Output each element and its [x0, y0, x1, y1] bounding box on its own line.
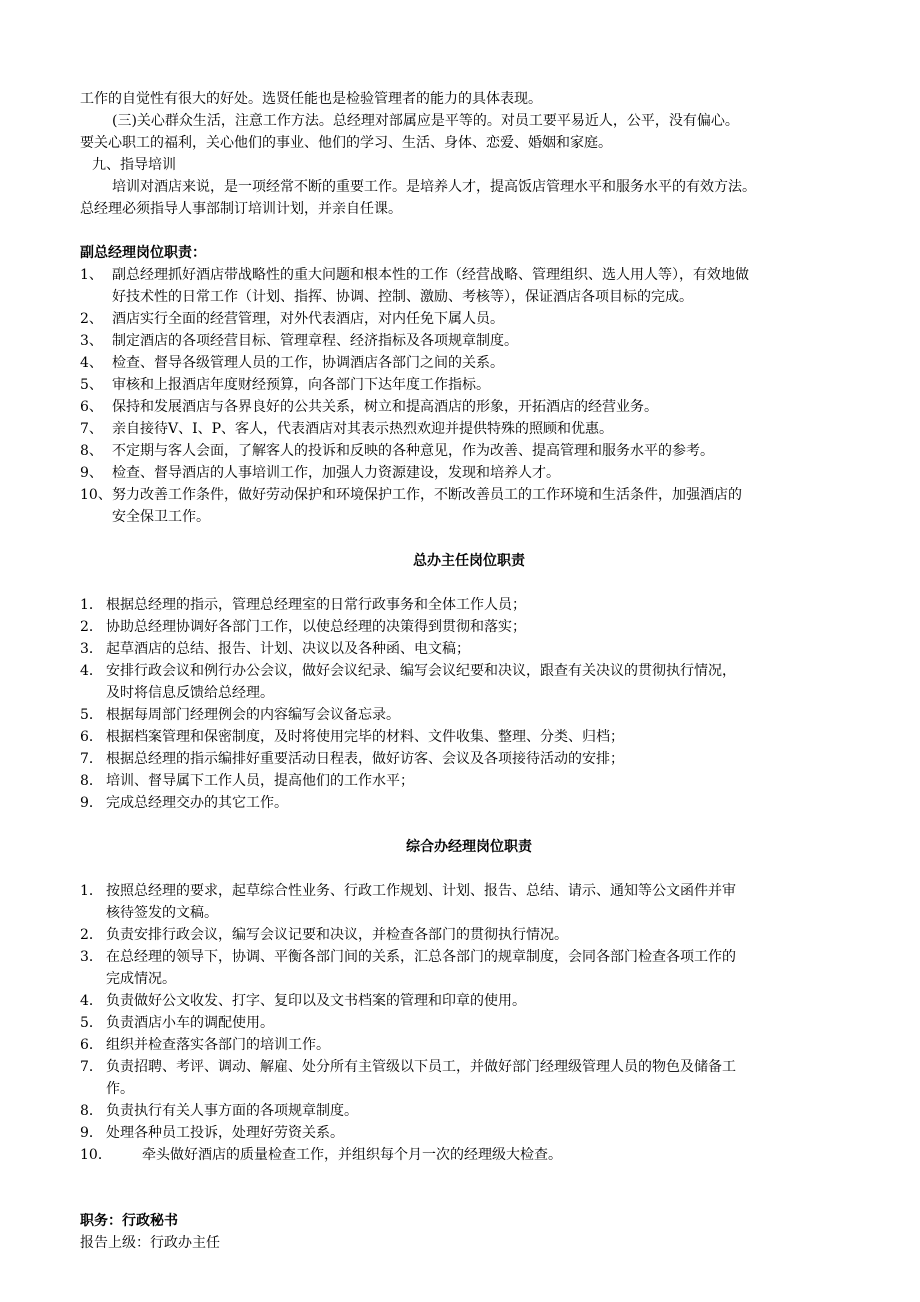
list-item	[80, 616, 858, 638]
list-item-number: 4、	[80, 355, 103, 371]
list-item-number: 1．	[80, 883, 103, 899]
intro-line-2: (三)关心群众生活，注意工作方法。总经理对部属应是平等的。对员工要平易近人，公平，没有偏心。	[112, 113, 739, 129]
list-item-text	[106, 924, 858, 946]
list-item-line: 起草酒店的总结、报告、计划、决议以及各种函、电文稿；	[106, 641, 470, 657]
list-item	[80, 924, 858, 946]
list-item	[80, 440, 858, 462]
intro-line-6: 总经理必须指导人事部制订培训计划，并亲自任课。	[80, 201, 402, 217]
list-item-line: 根据总经理的指示编排好重要活动日程表，做好访客、会议及各项接待活动的安排；	[106, 751, 624, 767]
list-item-line: 不定期与客人会面，了解客人的投诉和反映的各种意见，作为改善、提高管理和服务水平的参考。	[112, 443, 714, 459]
list-item-number: 6．	[80, 729, 103, 745]
list-item-text	[112, 418, 858, 440]
list-item-text	[112, 396, 858, 418]
list-item-text	[106, 638, 858, 660]
list-item-line: 制定酒店的各项经营目标、管理章程、经济指标及各项规章制度。	[112, 333, 518, 349]
list-item-text	[112, 352, 858, 374]
list-item	[80, 638, 858, 660]
list-item-number: 4．	[80, 663, 103, 679]
list-item-text	[106, 1012, 858, 1034]
list-item-number: 2．	[80, 927, 103, 943]
list-item-number: 1．	[80, 597, 103, 613]
list-item	[80, 1034, 858, 1056]
list-item-line: 按照总经理的要求，起草综合性业务、行政工作规划、计划、报告、总结、请示、通知等公文函件并审	[106, 883, 736, 899]
list-item-line: 组织并检查落实各部门的培训工作。	[106, 1037, 330, 1053]
intro-line-3: 要关心职工的福利，关心他们的事业、他们的学习、生活、身体、恋爱、婚姻和家庭。	[80, 135, 612, 151]
list-item-number: 9．	[80, 1125, 103, 1141]
list-item-text	[106, 660, 858, 704]
list-item	[80, 946, 858, 990]
list-item-text	[112, 330, 858, 352]
intro-line-5: 培训对酒店来说，是一项经常不断的重要工作。是培养人才，提高饭店管理水平和服务水平的有效方法。	[112, 179, 756, 195]
list-item-number: 6．	[80, 1037, 103, 1053]
list-item	[80, 1100, 858, 1122]
list-item	[80, 726, 858, 748]
list-item-line: 安排行政会议和例行办公会议，做好会议纪录、编写会议纪要和决议，跟查有关决议的贯彻执行情况，	[106, 663, 736, 679]
list-item	[80, 704, 858, 726]
list-item-text	[106, 1034, 858, 1056]
list-item-text	[106, 1100, 858, 1122]
list-item-text	[106, 770, 858, 792]
list-item-number: 5．	[80, 707, 103, 723]
list-item-number: 8．	[80, 773, 103, 789]
list-item	[80, 308, 858, 330]
list-item-line: 检查、督导酒店的人事培训工作，加强人力资源建设，发现和培养人才。	[112, 465, 560, 481]
list-item-line: 努力改善工作条件，做好劳动保护和环境保护工作，不断改善员工的工作环境和生活条件，加强酒店的	[112, 487, 742, 503]
list-item	[80, 352, 858, 374]
list-item	[80, 418, 858, 440]
list-item-number: 3．	[80, 949, 103, 965]
general-office-duties-list	[80, 880, 858, 1166]
list-item	[80, 1012, 858, 1034]
list-item-text	[106, 1122, 858, 1144]
list-item-text	[112, 374, 858, 396]
report-to-line: 报告上级：行政办主任	[80, 1235, 220, 1251]
list-item-number: 9．	[80, 795, 103, 811]
list-item	[80, 660, 858, 704]
deputy-gm-title: 副总经理岗位职责：	[80, 245, 206, 261]
list-item-number: 10．	[80, 1147, 112, 1163]
list-item-text	[106, 946, 858, 990]
list-item-number: 4．	[80, 993, 103, 1009]
list-item	[80, 594, 858, 616]
list-item-number: 2．	[80, 619, 103, 635]
list-item-line: 根据每周部门经理例会的内容编写会议备忘录。	[106, 707, 400, 723]
list-item-line: 根据总经理的指示，管理总经理室的日常行政事务和全体工作人员；	[106, 597, 526, 613]
list-item-text	[106, 990, 858, 1012]
list-item-line: 及时将信息反馈给总经理。	[106, 685, 274, 701]
list-item-text	[112, 308, 858, 330]
list-item-number: 1、	[80, 267, 103, 283]
office-director-title: 总办主任岗位职责	[413, 553, 525, 569]
intro-line-1: 工作的自觉性有很大的好处。选贤任能也是检验管理者的能力的具体表现。	[80, 91, 542, 107]
list-item-line: 培训、督导属下工作人员，提高他们的工作水平；	[106, 773, 414, 789]
list-item-text	[106, 726, 858, 748]
list-item-number: 5．	[80, 1015, 103, 1031]
list-item-text	[106, 594, 858, 616]
list-item	[80, 462, 858, 484]
list-item-number: 7．	[80, 1059, 103, 1075]
list-item	[80, 264, 858, 308]
list-item-number: 2、	[80, 311, 103, 327]
list-item	[80, 330, 858, 352]
list-item-text	[106, 704, 858, 726]
list-item-text	[106, 616, 858, 638]
list-item-text	[106, 748, 858, 770]
list-item-number: 7、	[80, 421, 103, 437]
list-item-line: 负责酒店小车的调配使用。	[106, 1015, 274, 1031]
list-item-number: 10、	[80, 487, 112, 503]
position-title: 职务：行政秘书	[80, 1213, 178, 1229]
deputy-gm-duties-list	[80, 264, 858, 528]
list-item-text	[106, 1056, 858, 1100]
list-item-line: 负责安排行政会议，编写会议记要和决议，并检查各部门的贯彻执行情况。	[106, 927, 568, 943]
list-item-line: 检查、督导各级管理人员的工作，协调酒店各部门之间的关系。	[112, 355, 504, 371]
list-item-number: 8．	[80, 1103, 103, 1119]
list-item-line: 核待签发的文稿。	[106, 905, 218, 921]
general-office-manager-title: 综合办经理岗位职责	[406, 839, 532, 855]
list-item	[80, 880, 858, 924]
list-item-number: 5、	[80, 377, 103, 393]
list-item	[80, 484, 858, 528]
list-item-line: 好技术性的日常工作（计划、指挥、协调、控制、激励、考核等），保证酒店各项目标的完成。	[112, 289, 693, 305]
list-item-line: 保持和发展酒店与各界良好的公共关系，树立和提高酒店的形象，开拓酒店的经营业务。	[112, 399, 658, 415]
list-item-line: 处理各种员工投诉，处理好劳资关系。	[106, 1125, 344, 1141]
list-item-number: 8、	[80, 443, 103, 459]
list-item-text	[106, 792, 858, 814]
list-item	[80, 990, 858, 1012]
list-item	[80, 1056, 858, 1100]
list-item-line: 协助总经理协调好各部门工作，以使总经理的决策得到贯彻和落实；	[106, 619, 526, 635]
list-item-number: 7．	[80, 751, 103, 767]
list-item	[80, 748, 858, 770]
list-item-line: 副总经理抓好酒店带战略性的重大问题和根本性的工作（经营战略、管理组织、选人用人等），有效地做	[112, 267, 749, 283]
list-item-line: 负责做好公文收发、打字、复印以及文书档案的管理和印章的使用。	[106, 993, 526, 1009]
list-item-line: 完成总经理交办的其它工作。	[106, 795, 288, 811]
section-nine-heading: 九、指导培训	[92, 157, 176, 173]
list-item-line: 根据档案管理和保密制度，及时将使用完毕的材料、文件收集、整理、分类、归档；	[106, 729, 624, 745]
list-item-text	[112, 462, 858, 484]
list-item-text	[112, 484, 858, 528]
list-item-line: 作。	[106, 1081, 134, 1097]
list-item	[80, 374, 858, 396]
list-item-number: 3．	[80, 641, 103, 657]
list-item	[80, 396, 858, 418]
list-item-text	[112, 440, 858, 462]
list-item-line: 安全保卫工作。	[112, 509, 210, 525]
office-director-duties-list	[80, 594, 858, 814]
list-item-text	[142, 1144, 858, 1166]
list-item-line: 审核和上报酒店年度财经预算，向各部门下达年度工作指标。	[112, 377, 490, 393]
list-item-text	[106, 880, 858, 924]
list-item-number: 3、	[80, 333, 103, 349]
list-item-line: 负责执行有关人事方面的各项规章制度。	[106, 1103, 358, 1119]
list-item-number: 6、	[80, 399, 103, 415]
list-item	[80, 792, 858, 814]
list-item-text	[112, 264, 858, 308]
list-item-number: 9、	[80, 465, 103, 481]
list-item-line: 完成情况。	[106, 971, 176, 987]
list-item-line: 负责招聘、考评、调动、解雇、处分所有主管级以下员工，并做好部门经理级管理人员的物色及储备工	[106, 1059, 736, 1075]
list-item-line: 亲自接待V、I、P、客人，代表酒店对其表示热烈欢迎并提供特殊的照顾和优惠。	[112, 421, 614, 437]
list-item-line: 在总经理的领导下，协调、平衡各部门间的关系，汇总各部门的规章制度，会同各部门检查各项工作的	[106, 949, 736, 965]
list-item-line: 酒店实行全面的经营管理，对外代表酒店，对内任免下属人员。	[112, 311, 504, 327]
list-item	[80, 1144, 858, 1166]
list-item	[80, 1122, 858, 1144]
list-item-line: 牵头做好酒店的质量检查工作，并组织每个月一次的经理级大检查。	[142, 1147, 562, 1163]
list-item	[80, 770, 858, 792]
